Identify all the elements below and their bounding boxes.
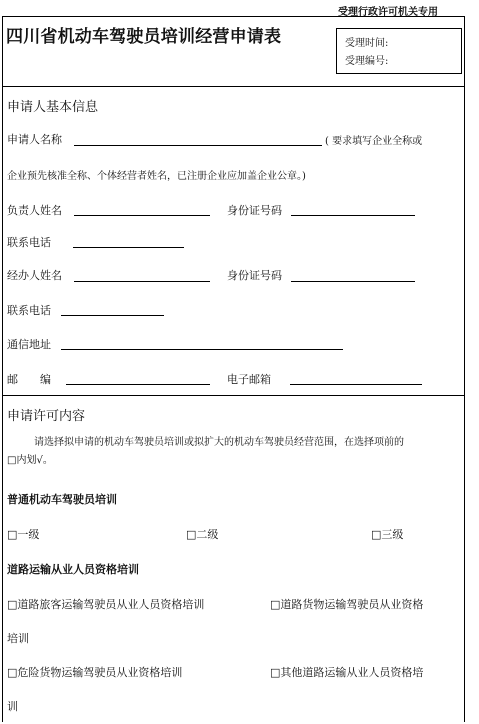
agent-phone-label: 联系电话: [7, 304, 51, 317]
frame-divider-2: [2, 395, 465, 396]
cargo-driver-checkbox[interactable]: □道路货物运输驾驶员从业资格: [270, 598, 424, 611]
head-name-field[interactable]: [74, 215, 210, 216]
head-phone-field[interactable]: [73, 247, 184, 248]
email-label: 电子邮箱: [227, 373, 271, 386]
level-3-checkbox[interactable]: □三级: [371, 528, 404, 541]
head-id-label: 身份证号码: [227, 204, 282, 217]
license-instruction: 请选择拟申请的机动车驾驶员培训或拟扩大的机动车驾驶员经营范围，在选择项前的: [34, 437, 404, 448]
license-section-heading: 申请许可内容: [7, 409, 86, 424]
applicant-name-note: ( 要求填写企业全称或: [325, 136, 423, 147]
cargo-driver-label-cont: 培训: [7, 632, 29, 645]
postcode-field[interactable]: [66, 384, 210, 385]
postcode-label: 邮 编: [7, 373, 51, 386]
address-label: 通信地址: [7, 338, 51, 351]
frame-left: [2, 16, 3, 722]
passenger-driver-checkbox[interactable]: □道路旅客运输驾驶员从业人员资格培训: [7, 598, 205, 611]
agent-id-field[interactable]: [291, 281, 415, 282]
other-road-checkbox[interactable]: □其他道路运输从业人员资格培: [270, 666, 424, 679]
applicant-name-field[interactable]: [74, 145, 322, 146]
license-instruction-cont: □内划√。: [7, 455, 53, 466]
receive-time-label: 受理时间:: [345, 38, 389, 49]
email-field[interactable]: [290, 384, 422, 385]
agent-name-field[interactable]: [74, 281, 210, 282]
general-training-heading: 普通机动车驾驶员培训: [7, 493, 117, 506]
address-field[interactable]: [61, 349, 343, 350]
applicant-name-note-cont: 企业预先核准全称、个体经营者姓名，已注册企业应加盖企业公章。): [7, 171, 306, 182]
frame-right: [464, 16, 465, 722]
road-training-heading: 道路运输从业人员资格培训: [7, 563, 139, 576]
head-name-label: 负责人姓名: [7, 204, 62, 217]
office-heading: 受理行政许可机关专用: [338, 7, 438, 18]
applicant-name-label: 申请人名称: [7, 133, 62, 146]
other-road-label-cont: 训: [7, 700, 18, 713]
level-2-checkbox[interactable]: □二级: [186, 528, 219, 541]
level-1-checkbox[interactable]: □一级: [7, 528, 40, 541]
frame-divider-1: [2, 86, 465, 87]
hazardous-driver-checkbox[interactable]: □危险货物运输驾驶员从业资格培训: [7, 666, 183, 679]
agent-name-label: 经办人姓名: [7, 269, 62, 282]
head-id-field[interactable]: [291, 215, 415, 216]
agent-phone-field[interactable]: [61, 315, 164, 316]
receive-number-label: 受理编号:: [345, 56, 389, 67]
applicant-section-heading: 申请人基本信息: [7, 100, 99, 115]
form-title: 四川省机动车驾驶员培训经营申请表: [6, 27, 282, 47]
head-phone-label: 联系电话: [7, 236, 51, 249]
agent-id-label: 身份证号码: [227, 269, 282, 282]
